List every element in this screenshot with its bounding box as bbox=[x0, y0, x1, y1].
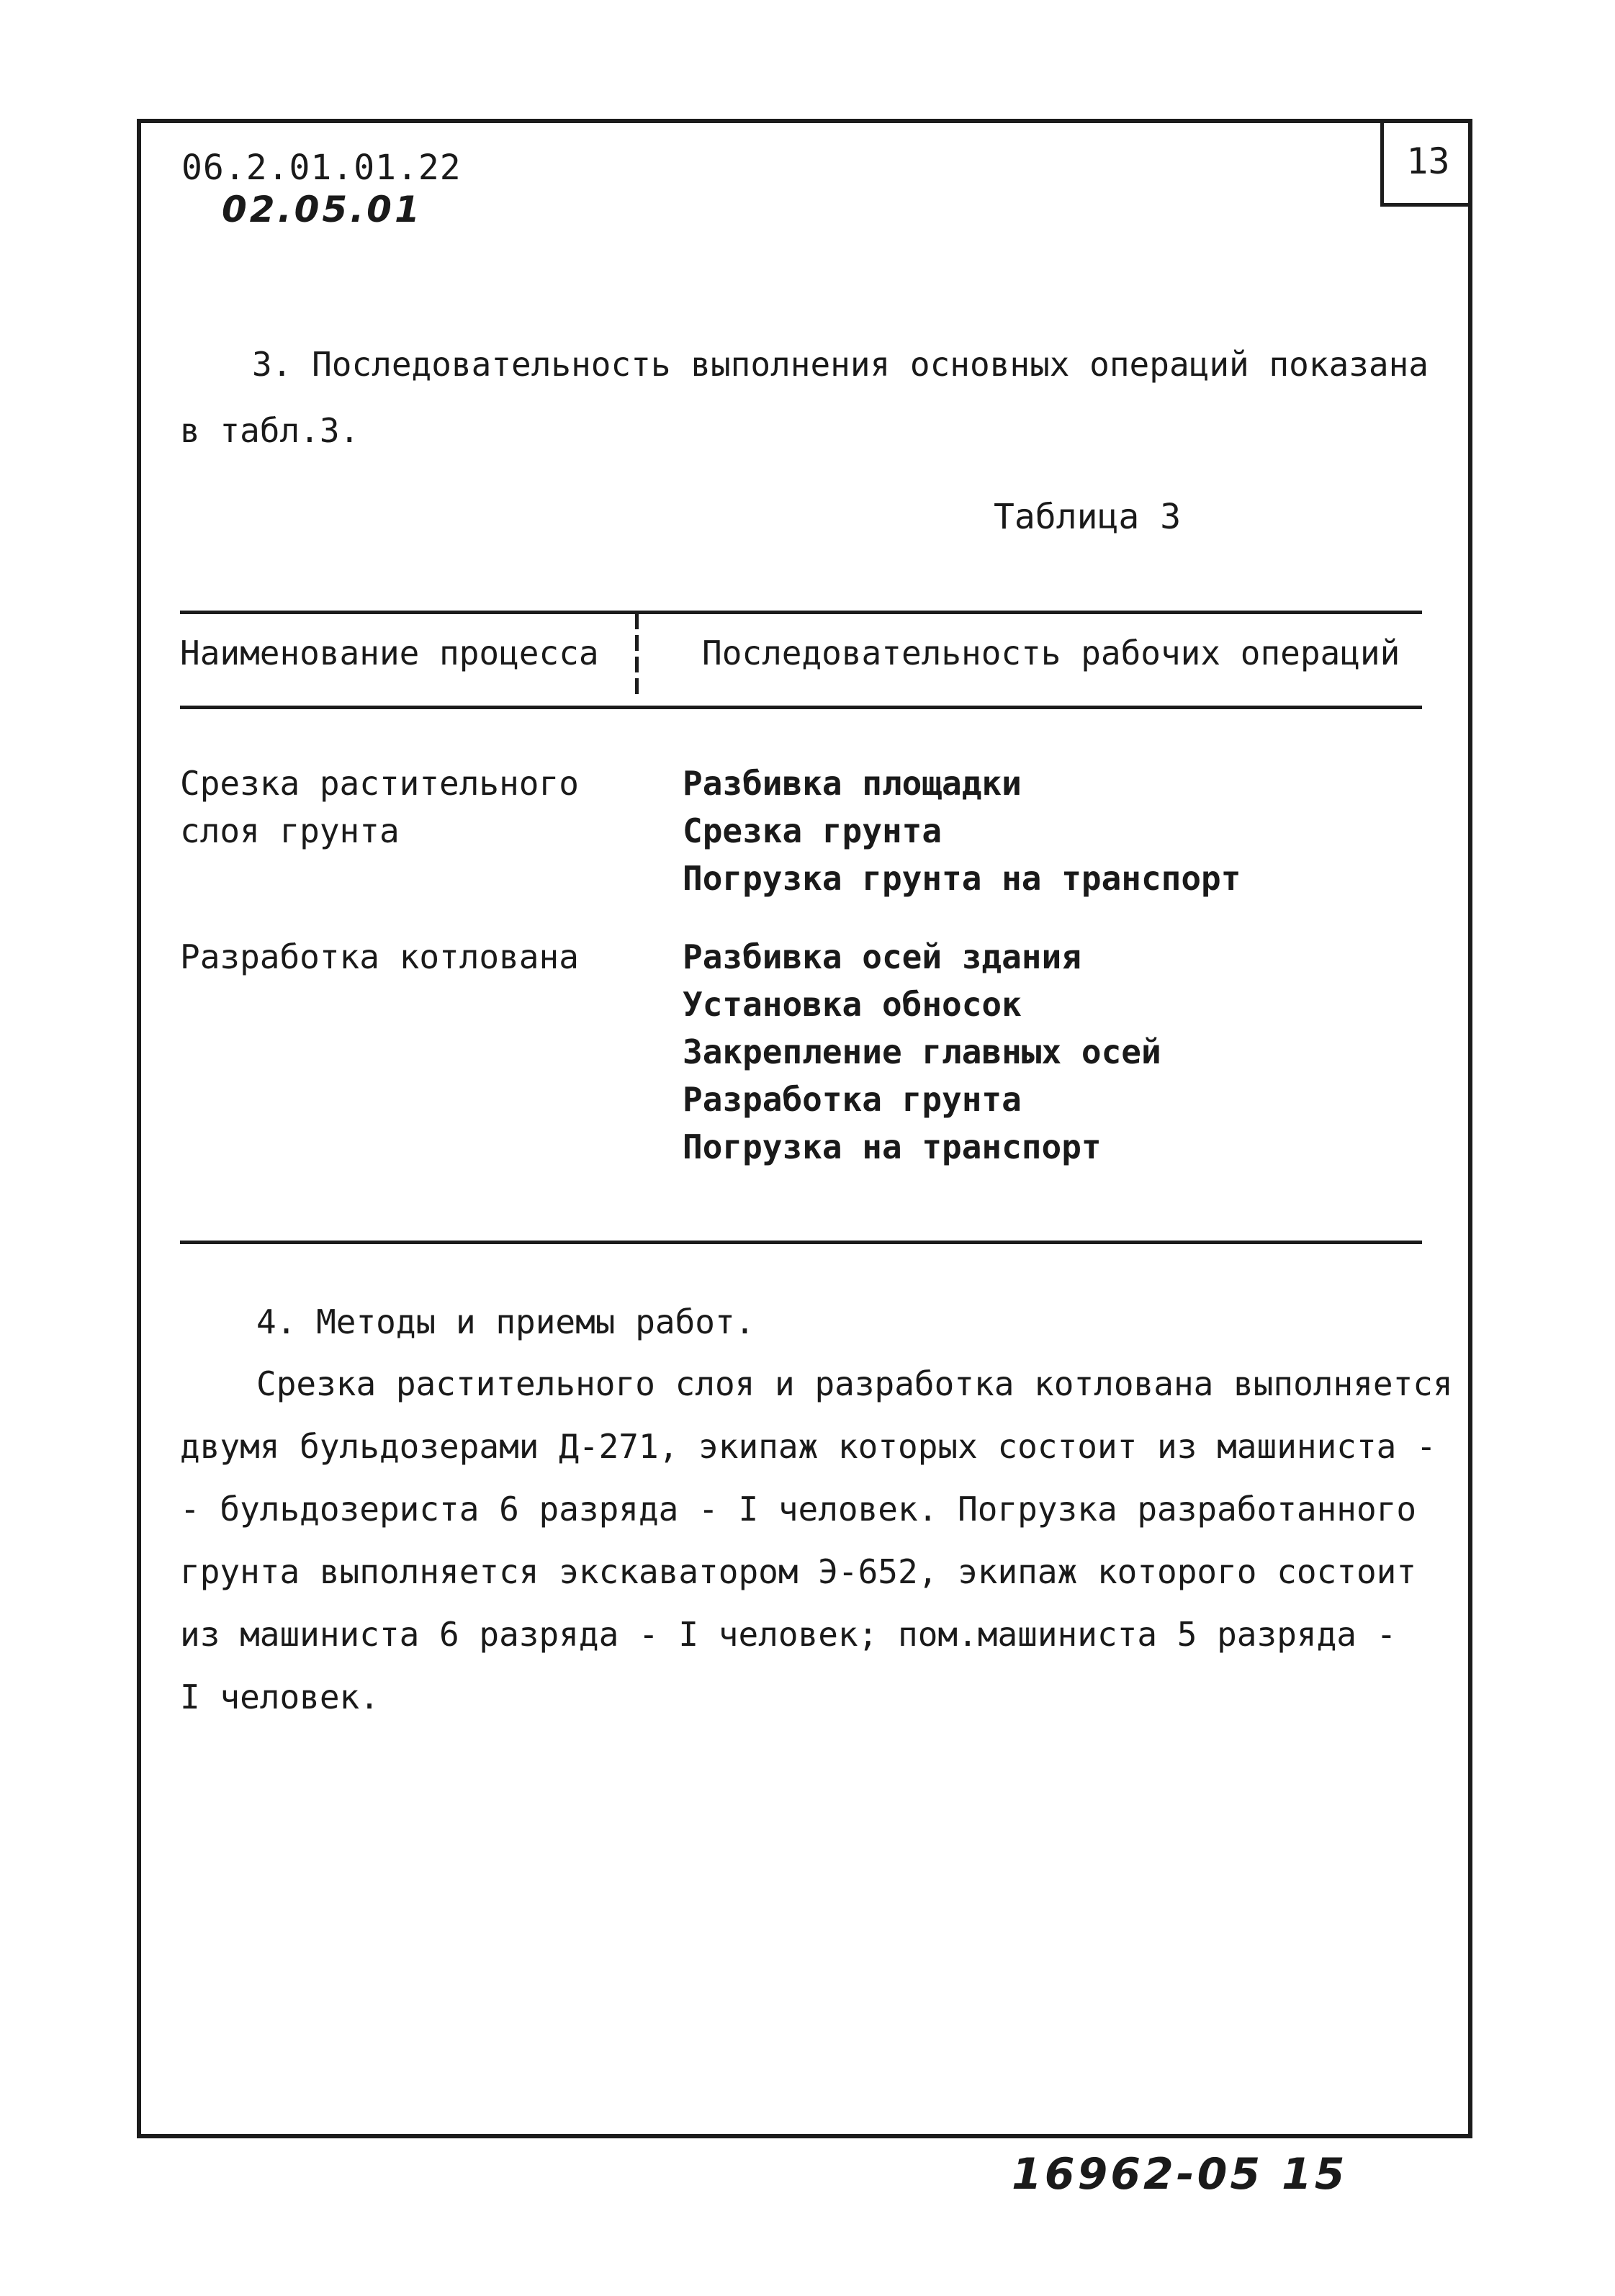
table-row-2-process bbox=[180, 933, 579, 981]
section3-line2: в табл.3. bbox=[180, 411, 360, 450]
table-header-process: Наименование процесса bbox=[180, 634, 599, 672]
section4-line: - бульдозериста 6 разряда - I человек. Погрузка разработанного bbox=[180, 1490, 1417, 1529]
table-cell: Разбивка площадки bbox=[683, 764, 1022, 803]
footer-handwritten-number: 16962-05 bbox=[1012, 2149, 1264, 2200]
table-cell: Закрепление главных осей bbox=[683, 1032, 1161, 1071]
page-number-box bbox=[1380, 119, 1472, 207]
table-cell: Разработка грунта bbox=[683, 1080, 1022, 1119]
table-header-rule bbox=[180, 706, 1422, 709]
table-cell: слоя грунта bbox=[180, 811, 400, 850]
document-code: 06.2.01.01.22 bbox=[181, 148, 462, 188]
document-code-handwritten: 02.05.01 bbox=[222, 189, 423, 230]
table-cell: Срезка растительного bbox=[180, 764, 579, 803]
section4-line: I человек. bbox=[180, 1678, 379, 1716]
footer-handwritten-page: 15 bbox=[1282, 2149, 1348, 2200]
table-header-separator bbox=[635, 613, 639, 700]
section3-line1: 3. Последовательность выполнения основных операций показана bbox=[252, 345, 1429, 384]
table-row-1-process bbox=[180, 760, 579, 855]
table-cell: Погрузка на транспорт bbox=[683, 1127, 1102, 1166]
section4-line: Срезка растительного слоя и разработка котлована выполняется bbox=[256, 1364, 1453, 1403]
section4-line: из машиниста 6 разряда - I человек; пом.машиниста 5 разряда - bbox=[180, 1615, 1397, 1654]
table-row-2-operations bbox=[683, 933, 1161, 1171]
table-bottom-rule bbox=[180, 1241, 1422, 1244]
table-top-rule bbox=[180, 611, 1422, 614]
table-cell: Разбивка осей здания bbox=[683, 937, 1081, 976]
page-number: 13 bbox=[1406, 140, 1450, 182]
table-cell: Установка обносок bbox=[683, 985, 1022, 1024]
table-cell: Погрузка грунта на транспорт bbox=[683, 859, 1241, 898]
table-cell: Разработка котлована bbox=[180, 937, 579, 976]
table-header-operations: Последовательность рабочих операций bbox=[702, 634, 1400, 672]
table-title: Таблица 3 bbox=[994, 497, 1182, 537]
section4-heading: 4. Методы и приемы работ. bbox=[256, 1302, 755, 1341]
section4-line: двумя бульдозерами Д-271, экипаж которых состоит из машиниста - bbox=[180, 1427, 1436, 1466]
table-cell: Срезка грунта bbox=[683, 811, 943, 850]
table-row-1-operations bbox=[683, 760, 1241, 902]
section4-line: грунта выполняется экскаватором Э-652, экипаж которого состоит bbox=[180, 1552, 1417, 1591]
